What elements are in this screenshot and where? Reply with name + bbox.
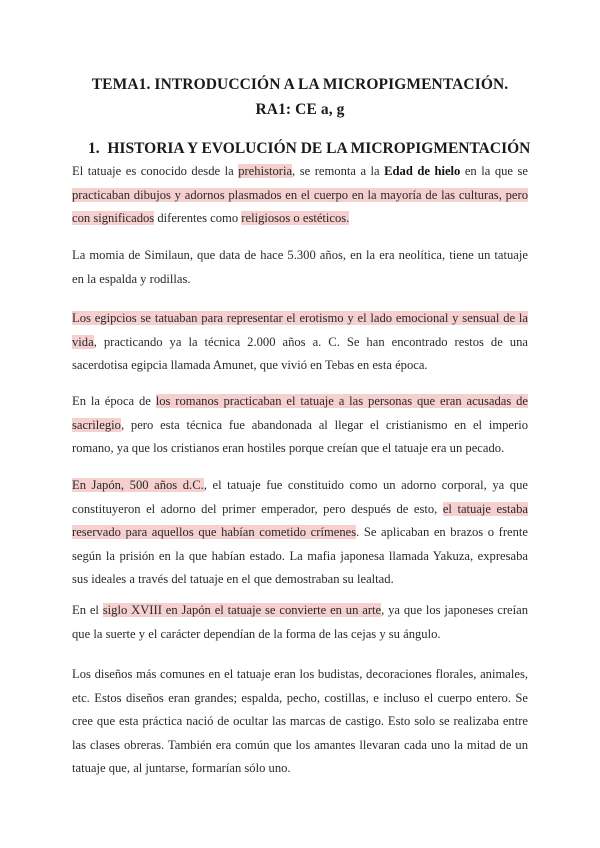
text-run: Los diseños más comunes en el tatuaje eran los budistas, decoraciones florales, animales, etc. Estos diseños eran grandes; espalda, pecho, costillas, e incluso el cuerpo entero. Se cree que esta práctica nació de ocultar las marcas de castigo. Esto solo se realizaba entre las clases obreras. También era común que los amantes llevaran cada uno la mitad de un tatuaje que, al juntarse, formarían sólo uno. <box>72 667 528 776</box>
text-run: , el tatuaje fue constituido como un adorno corporal, ya que constituyeron el adorno del primer emperador, pero después de esto, <box>72 478 528 516</box>
text-run: diferentes como <box>154 211 242 226</box>
section-number: 1. <box>88 140 100 157</box>
paragraph-designs <box>72 663 528 781</box>
highlighted-text: siglo XVIII en Japón el tatuaje se convierte en un arte <box>102 603 382 617</box>
highlighted-text: practicaban dibujos y adornos plasmados en el cuerpo en la mayoría de las culturas, pero con significados <box>72 187 528 226</box>
text-run: El tatuaje es conocido desde la <box>72 164 239 178</box>
document-subtitle: RA1: CE a, g <box>255 101 345 118</box>
text-run: , practicando ya la técnica 2.000 años a. C. Se han encontrado restos de una sacerdotisa egipcia llamada Amunet, que vivió en Tebas en esta época. <box>72 334 528 373</box>
highlighted-text: prehistoria <box>238 164 293 178</box>
highlighted-text: el tatuaje estaba reservado para aquellos que habían cometido crímenes <box>72 501 529 540</box>
section-title: HISTORIA Y EVOLUCIÓN DE LA MICROPIGMENTACIÓN <box>107 140 531 157</box>
paragraph-egyptians <box>72 307 528 378</box>
section-heading <box>88 140 530 158</box>
text-run: en la que se <box>460 164 529 178</box>
paragraph-similaun <box>72 244 528 291</box>
highlighted-text: Los egipcios se tatuaban para representar el erotismo y el lado emocional y sensual de la vida <box>72 311 528 349</box>
text-run: En el <box>72 603 103 617</box>
text-run: , pero esta técnica fue abandonada al llegar el cristianismo en el imperio romano, ya que los cristianos eran hostiles porque creían que el tatuaje era un pecado. <box>72 417 528 456</box>
text-run: , ya que los japoneses creían que la suerte y el carácter dependían de la forma de las cejas y su ángulo. <box>72 603 528 641</box>
highlighted-text: En Japón, 500 años d.C. <box>72 478 204 492</box>
bold-text: Edad de hielo <box>384 164 461 178</box>
text-run: En la época de <box>72 394 156 408</box>
text-run: , se remonta a la <box>292 164 385 178</box>
paragraph-prehistory <box>72 160 528 231</box>
text-run: . Se aplicaban en brazos o frente según la prisión en la que habían estado. La mafia japonesa llamada Yakuza, expresaba sus ideales a través del tatuaje en el que demostraban su lealtad. <box>72 525 528 587</box>
text-run: La momia de Similaun, que data de hace 5.300 años, en la era neolítica, tiene un tatuaje en la espalda y rodillas. <box>72 248 528 286</box>
paragraph-romans <box>72 390 528 461</box>
highlighted-text: los romanos practicaban el tatuaje a las personas que eran acusadas de sacrilegio <box>72 394 528 432</box>
paragraph-japan-500 <box>72 474 528 592</box>
document-title: TEMA1. INTRODUCCIÓN A LA MICROPIGMENTACIÓN. <box>91 76 509 93</box>
paragraph-japan-xviii <box>72 599 528 646</box>
highlighted-text: religiosos o estéticos. <box>241 211 350 226</box>
